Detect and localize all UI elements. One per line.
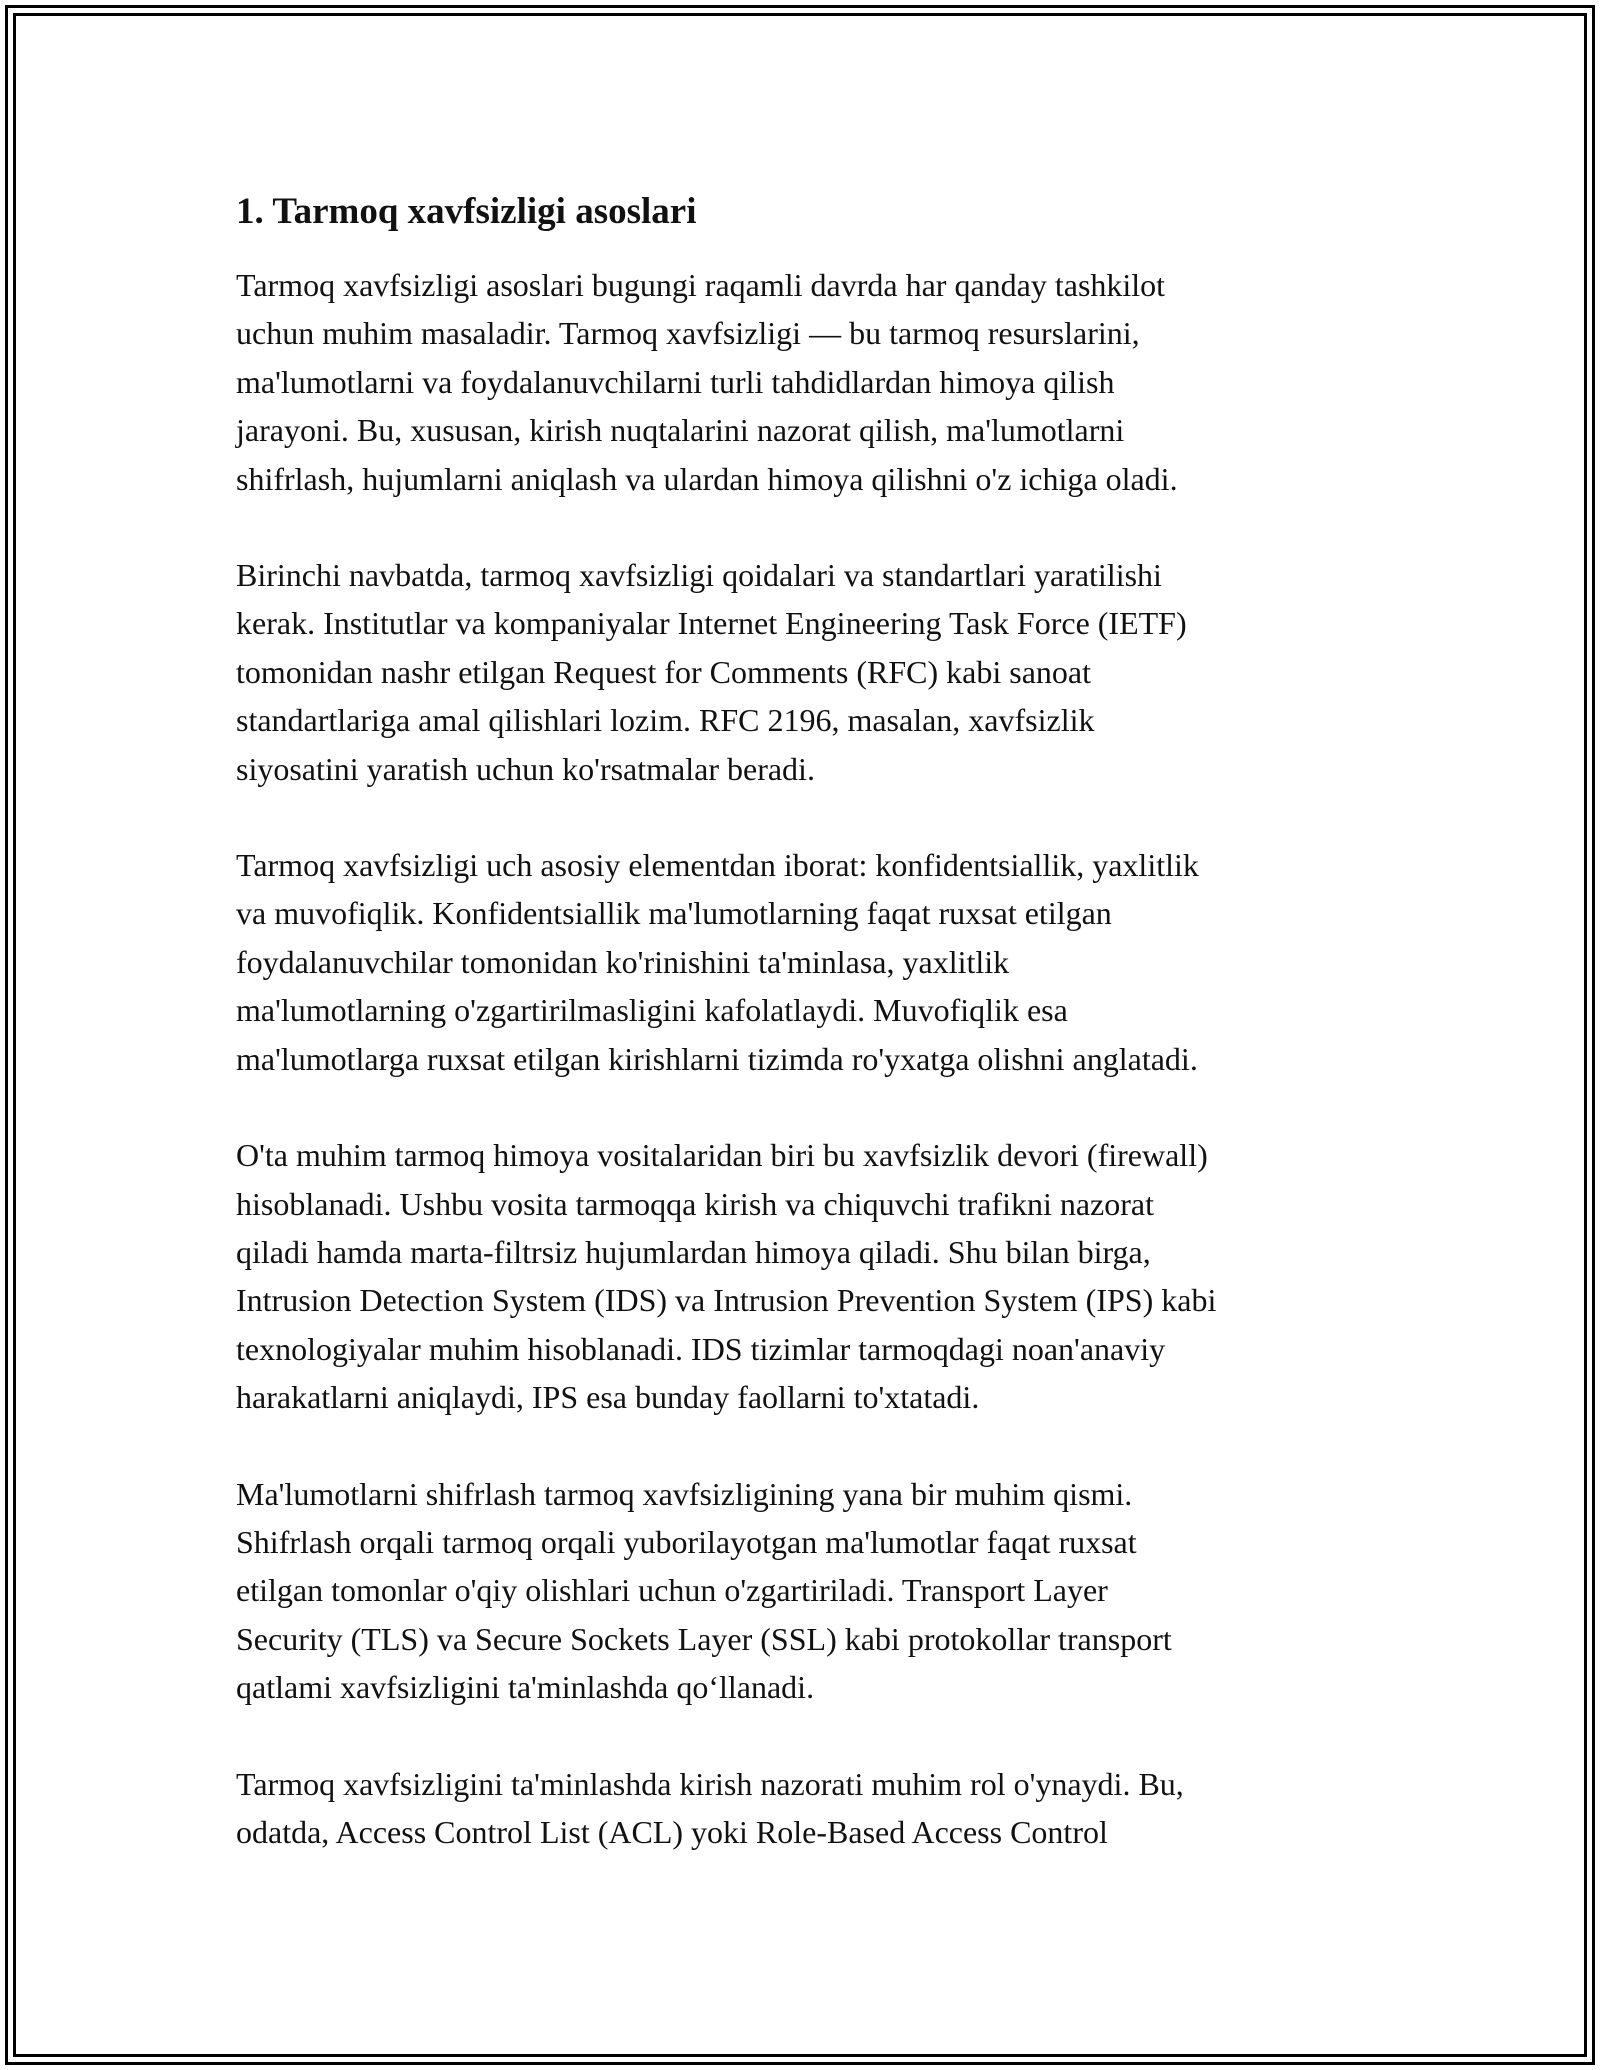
- paragraph-line: Tarmoq xavfsizligini ta'minlashda kirish nazorati muhim rol o'ynaydi. Bu,: [236, 1765, 1184, 1802]
- paragraph: [236, 1131, 1376, 1421]
- paragraph-line: Tarmoq xavfsizligi asoslari bugungi raqamli davrda har qanday tashkilot: [236, 267, 1166, 303]
- paragraph-line: kerak. Institutlar va kompaniyalar Internet Engineering Task Force (IETF): [236, 605, 1187, 642]
- paragraph-line: Intrusion Detection System (IDS) va Intrusion Prevention System (IPS) kabi: [236, 1282, 1217, 1319]
- paragraph: [236, 551, 1376, 793]
- paragraph-line: Security (TLS) va Secure Sockets Layer (SSL) kabi protokollar transport: [236, 1620, 1172, 1657]
- paragraph-line: harakatlarni aniqlaydi, IPS esa bunday faollarni to'xtatadi.: [236, 1379, 980, 1416]
- paragraph-line: ma'lumotlarni va foydalanuvchilarni turli tahdidlardan himoya qilish: [236, 363, 1115, 400]
- section-heading: 1. Tarmoq xavfsizligi asoslari: [236, 191, 697, 232]
- paragraph-line: texnologiyalar muhim hisoblanadi. IDS tizimlar tarmoqdagi noan'anaviy: [236, 1330, 1166, 1367]
- paragraph-line: qiladi hamda marta-filtrsiz hujumlardan himoya qiladi. Shu bilan birga,: [236, 1233, 1151, 1270]
- paragraph-line: siyosatini yaratish uchun ko'rsatmalar beradi.: [236, 750, 815, 787]
- paragraph-line: etilgan tomonlar o'qiy olishlari uchun o'zgartiriladi. Transport Layer: [236, 1572, 1108, 1609]
- paragraph-line: Ma'lumotlarni shifrlash tarmoq xavfsizligining yana bir muhim qismi.: [236, 1475, 1133, 1512]
- paragraph: [236, 1760, 1376, 1857]
- paragraph-line: tomonidan nashr etilgan Request for Comments (RFC) kabi sanoat: [236, 653, 1091, 690]
- paragraph-line: hisoblanadi. Ushbu vosita tarmoqqa kirish va chiquvchi trafikni nazorat: [236, 1185, 1154, 1222]
- paragraph-line: Birinchi navbatda, tarmoq xavfsizligi qoidalari va standartlari yaratilishi: [236, 557, 1162, 594]
- paragraph-line: va muvofiqlik. Konfidentsiallik ma'lumotlarning faqat ruxsat etilgan: [236, 895, 1112, 932]
- paragraph-line: shifrlash, hujumlarni aniqlash va ulardan himoya qilishni o'z ichiga oladi.: [236, 460, 1178, 497]
- paragraph: [236, 841, 1376, 1083]
- paragraph-line: jarayoni. Bu, xususan, kirish nuqtalarini nazorat qilish, ma'lumotlarni: [236, 412, 1125, 449]
- paragraph-line: uchun muhim masaladir. Tarmoq xavfsizligi — bu tarmoq resurslarini,: [236, 315, 1140, 352]
- paragraph-line: ma'lumotlarning o'zgartirilmasligini kafolatlaydi. Muvofiqlik esa: [236, 992, 1068, 1029]
- paragraph-line: O'ta muhim tarmoq himoya vositalaridan biri bu xavfsizlik devori (firewall): [236, 1137, 1208, 1174]
- paragraph-line: Shifrlash orqali tarmoq orqali yuborilayotgan ma'lumotlar faqat ruxsat: [236, 1523, 1137, 1560]
- paragraph: [236, 261, 1376, 503]
- paragraph-list: [236, 261, 1376, 1856]
- paragraph: [236, 1470, 1376, 1712]
- paragraph-line: ma'lumotlarga ruxsat etilgan kirishlarni tizimda ro'yxatga olishni anglatadi.: [236, 1040, 1198, 1077]
- paragraph-line: foydalanuvchilar tomonidan ko'rinishini ta'minlasa, yaxlitlik: [236, 943, 1010, 980]
- document-body: [236, 186, 1376, 1904]
- paragraph-line: Tarmoq xavfsizligi uch asosiy elementdan iborat: konfidentsiallik, yaxlitlik: [236, 847, 1199, 884]
- paragraph-line: qatlami xavfsizligini ta'minlashda qo‘llanadi.: [236, 1669, 815, 1706]
- paragraph-line: standartlariga amal qilishlari lozim. RFC 2196, masalan, xavfsizlik: [236, 702, 1095, 739]
- paragraph-line: odatda, Access Control List (ACL) yoki Role-Based Access Control: [236, 1813, 1108, 1850]
